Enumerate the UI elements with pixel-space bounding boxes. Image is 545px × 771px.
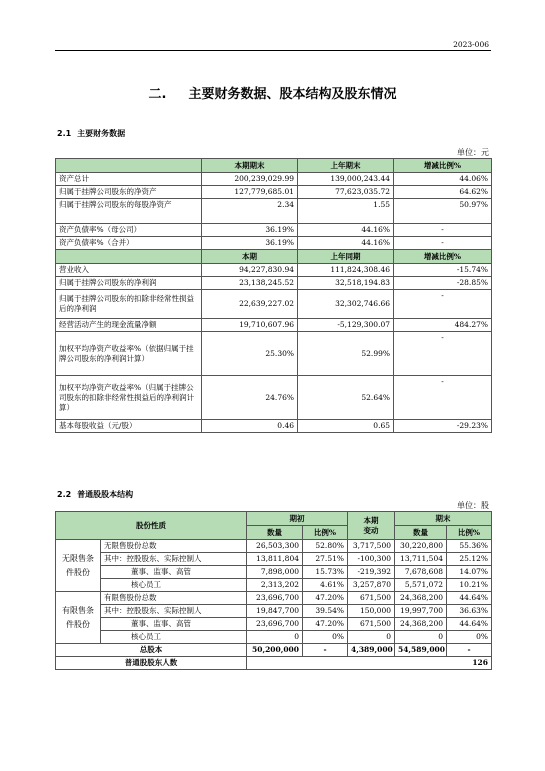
header-cell: 增减比例% xyxy=(394,250,492,264)
row-label: 归属于挂牌公司股东的净利润 xyxy=(56,277,202,290)
value-cell: 36.19% xyxy=(202,237,298,250)
table-row xyxy=(56,592,492,605)
value-cell: 44.06% xyxy=(394,173,492,186)
value-cell: - xyxy=(394,237,492,250)
table-row xyxy=(56,553,492,566)
table-row xyxy=(56,224,492,237)
value-cell: -219,392 xyxy=(348,566,395,579)
value-cell: 24,368,200 xyxy=(395,592,447,605)
table-row xyxy=(56,173,492,186)
value-cell: 94,227,830.94 xyxy=(202,264,298,277)
value-cell: - xyxy=(303,644,348,657)
table-row xyxy=(56,186,492,199)
financial-subtitle xyxy=(57,128,125,139)
shares-title: 普通股股本结构 xyxy=(77,490,134,499)
financial-table xyxy=(55,158,492,433)
value-cell: 22,639,227.02 xyxy=(202,290,298,319)
value-cell: 4,389,000 xyxy=(348,644,395,657)
header-cell: 本期 xyxy=(202,250,298,264)
row-label: 基本每股收益（元/股） xyxy=(56,420,202,433)
value-cell: 3,717,500 xyxy=(348,540,395,553)
value-cell: 24.76% xyxy=(202,376,298,420)
row-label: 董事、监事、高管 xyxy=(101,618,247,631)
section-number: 二. xyxy=(148,87,167,102)
value-cell: - xyxy=(394,290,492,319)
holders-value: 126 xyxy=(247,657,492,670)
table-row xyxy=(56,420,492,433)
group-label: 无限售条件股份 xyxy=(56,540,101,592)
value-cell: 23,696,700 xyxy=(247,618,303,631)
header-qty: 数量 xyxy=(247,526,303,540)
value-cell: 77,623,035.72 xyxy=(298,186,394,199)
value-cell: 32,302,746.66 xyxy=(298,290,394,319)
group-label: 有限售条件股份 xyxy=(56,592,101,644)
value-cell: 54,589,000 xyxy=(395,644,447,657)
table-row xyxy=(56,631,492,644)
value-cell: 0 xyxy=(247,631,303,644)
row-label: 资产负债率%（母公司） xyxy=(56,224,202,237)
holders-row xyxy=(56,657,492,670)
header-blank-cell xyxy=(56,250,202,264)
header-change-line2: 变动 xyxy=(363,525,379,535)
row-label: 核心员工 xyxy=(101,579,247,592)
table-row xyxy=(56,319,492,332)
header-pct: 比例% xyxy=(303,526,348,540)
financial-number: 2.1 xyxy=(57,129,72,138)
row-label: 其中：控股股东、实际控制人 xyxy=(101,605,247,618)
value-cell: 50,200,000 xyxy=(247,644,303,657)
value-cell: 7,678,608 xyxy=(395,566,447,579)
value-cell: 0 xyxy=(395,631,447,644)
row-label: 资产总计 xyxy=(56,173,202,186)
value-cell: 24,368,200 xyxy=(395,618,447,631)
value-cell: 671,500 xyxy=(348,618,395,631)
total-row xyxy=(56,644,492,657)
value-cell: 52.80% xyxy=(303,540,348,553)
value-cell: 0.65 xyxy=(298,420,394,433)
section-title xyxy=(0,83,545,102)
header-blank-cell xyxy=(56,159,202,173)
row-label: 有限售股份总数 xyxy=(101,592,247,605)
value-cell: 19,710,607.96 xyxy=(202,319,298,332)
value-cell: 25.30% xyxy=(202,332,298,376)
value-cell: 47.20% xyxy=(303,618,348,631)
table-row xyxy=(56,264,492,277)
value-cell: 5,571,072 xyxy=(395,579,447,592)
table-row xyxy=(56,376,492,420)
value-cell: 2.34 xyxy=(202,199,298,224)
value-cell: 15.73% xyxy=(303,566,348,579)
shares-subtitle xyxy=(57,489,133,500)
header-end: 期末 xyxy=(395,512,492,526)
value-cell: 4.61% xyxy=(303,579,348,592)
value-cell: 23,696,700 xyxy=(247,592,303,605)
row-label: 无限售股份总数 xyxy=(101,540,247,553)
value-cell: -28.85% xyxy=(394,277,492,290)
value-cell: 25.12% xyxy=(447,553,492,566)
row-label: 归属于挂牌公司股东的每股净资产 xyxy=(56,199,202,224)
value-cell: -29.23% xyxy=(394,420,492,433)
value-cell: 3,257,870 xyxy=(348,579,395,592)
value-cell: 0.46 xyxy=(202,420,298,433)
row-label: 董事、监事、高管 xyxy=(101,566,247,579)
holders-label: 普通股股东人数 xyxy=(56,657,247,670)
total-label: 总股本 xyxy=(56,644,247,657)
value-cell: 64.62% xyxy=(394,186,492,199)
value-cell: 7,898,000 xyxy=(247,566,303,579)
shares-number: 2.2 xyxy=(57,490,72,499)
table-row xyxy=(56,566,492,579)
header-begin: 期初 xyxy=(247,512,348,526)
value-cell: 55.36% xyxy=(447,540,492,553)
value-cell: 36.63% xyxy=(447,605,492,618)
value-cell: - xyxy=(394,376,492,420)
value-cell: 13,711,504 xyxy=(395,553,447,566)
value-cell: 10.21% xyxy=(447,579,492,592)
table-row xyxy=(56,605,492,618)
report-code: 2023-006 xyxy=(453,40,489,49)
value-cell: 1.55 xyxy=(298,199,394,224)
value-cell: 0% xyxy=(447,631,492,644)
value-cell: 13,811,804 xyxy=(247,553,303,566)
row-label: 加权平均净资产收益率%（归属于挂牌公司股东的扣除非经常性损益后的净利润计算） xyxy=(56,376,202,420)
header-qty: 数量 xyxy=(395,526,447,540)
value-cell: 32,518,194.83 xyxy=(298,277,394,290)
financial-title: 主要财务数据 xyxy=(77,129,126,138)
value-cell: 0% xyxy=(303,631,348,644)
value-cell: 19,847,700 xyxy=(247,605,303,618)
value-cell: -5,129,300.07 xyxy=(298,319,394,332)
value-cell: 44.16% xyxy=(298,237,394,250)
value-cell: 44.64% xyxy=(447,592,492,605)
row-label: 资产负债率%（合并） xyxy=(56,237,202,250)
value-cell: 27.51% xyxy=(303,553,348,566)
shares-header-row xyxy=(56,512,492,526)
header-cell: 本期期末 xyxy=(202,159,298,173)
row-label: 其中：控股股东、实际控制人 xyxy=(101,553,247,566)
shares-unit: 单位：股 xyxy=(457,501,489,510)
value-cell: 44.16% xyxy=(298,224,394,237)
value-cell: 52.64% xyxy=(298,376,394,420)
header-change xyxy=(348,512,395,540)
value-cell: 139,000,243.44 xyxy=(298,173,394,186)
value-cell: 47.20% xyxy=(303,592,348,605)
value-cell: 50.97% xyxy=(394,199,492,224)
row-label: 核心员工 xyxy=(101,631,247,644)
header-cell: 上年同期 xyxy=(298,250,394,264)
value-cell: - xyxy=(394,332,492,376)
table-row xyxy=(56,618,492,631)
table-row xyxy=(56,579,492,592)
row-label: 归属于挂牌公司股东的净资产 xyxy=(56,186,202,199)
value-cell: 52.99% xyxy=(298,332,394,376)
value-cell: - xyxy=(447,644,492,657)
header-cell: 增减比例% xyxy=(394,159,492,173)
value-cell: 30,220,800 xyxy=(395,540,447,553)
value-cell: - xyxy=(394,224,492,237)
section-title-text: 主要财务数据、股本结构及股东情况 xyxy=(188,87,397,102)
table-row xyxy=(56,237,492,250)
header-rule xyxy=(55,50,491,51)
row-label: 加权平均净资产收益率%（依据归属于挂牌公司股东的净利润计算） xyxy=(56,332,202,376)
row-label: 营业收入 xyxy=(56,264,202,277)
value-cell: 2,313,202 xyxy=(247,579,303,592)
financial-unit: 单位：元 xyxy=(457,148,489,157)
value-cell: 14.07% xyxy=(447,566,492,579)
table-row xyxy=(56,290,492,319)
value-cell: 111,824,308.46 xyxy=(298,264,394,277)
value-cell: 39.54% xyxy=(303,605,348,618)
value-cell: 484.27% xyxy=(394,319,492,332)
value-cell: 23,138,245.52 xyxy=(202,277,298,290)
value-cell: 44.64% xyxy=(447,618,492,631)
value-cell: -100,300 xyxy=(348,553,395,566)
table-row xyxy=(56,199,492,224)
financial-header-row xyxy=(56,250,492,264)
value-cell: 200,239,029.99 xyxy=(202,173,298,186)
value-cell: 0 xyxy=(348,631,395,644)
header-pct: 比例% xyxy=(447,526,492,540)
table-row xyxy=(56,332,492,376)
value-cell: 671,500 xyxy=(348,592,395,605)
financial-header-row xyxy=(56,159,492,173)
value-cell: -15.74% xyxy=(394,264,492,277)
value-cell: 36.19% xyxy=(202,224,298,237)
header-cell: 上年期末 xyxy=(298,159,394,173)
table-row xyxy=(56,540,492,553)
value-cell: 150,000 xyxy=(348,605,395,618)
value-cell: 127,779,685.01 xyxy=(202,186,298,199)
row-label: 经营活动产生的现金流量净额 xyxy=(56,319,202,332)
header-change-line1: 本期 xyxy=(363,515,379,525)
shares-table xyxy=(55,511,492,670)
row-label: 归属于挂牌公司股东的扣除非经常性损益后的净利润 xyxy=(56,290,202,319)
header-nature: 股份性质 xyxy=(56,512,247,540)
value-cell: 26,503,300 xyxy=(247,540,303,553)
value-cell: 19,997,700 xyxy=(395,605,447,618)
table-row xyxy=(56,277,492,290)
